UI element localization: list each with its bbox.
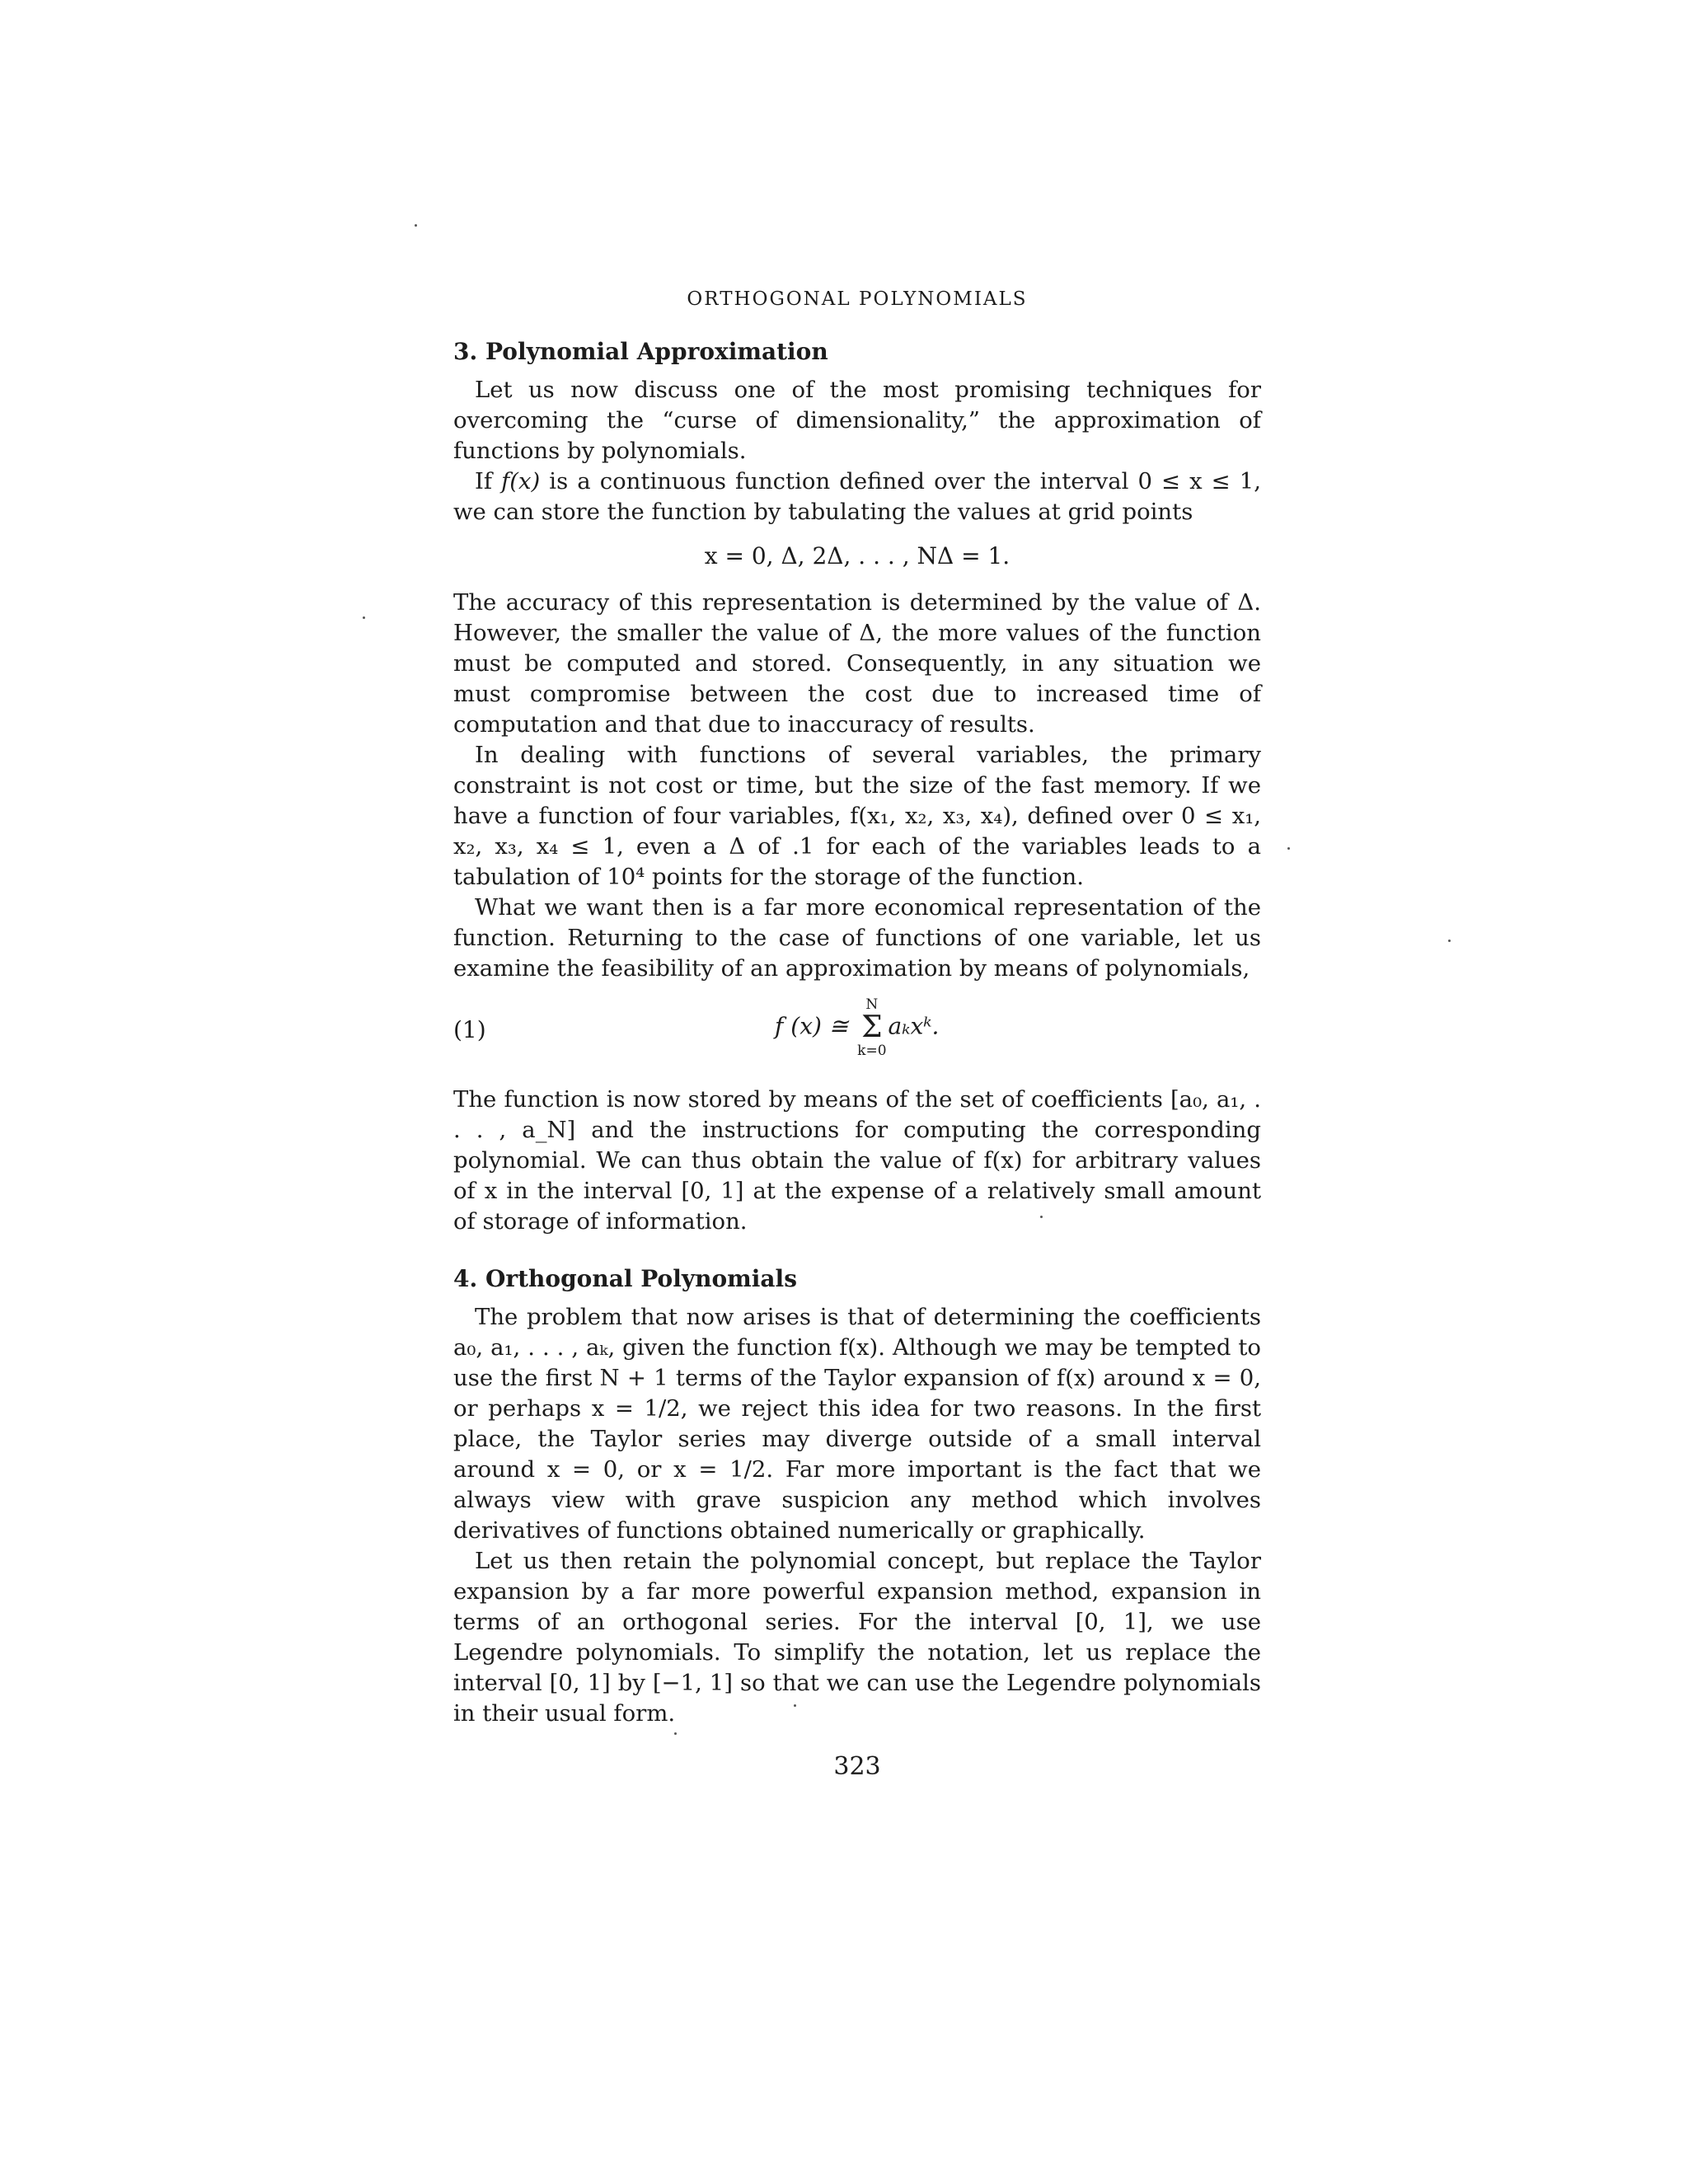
section-4-heading: 4. Orthogonal Polynomials — [453, 1265, 797, 1292]
equation-rhs: aₖxᵏ. — [888, 1012, 940, 1040]
scan-speck — [415, 224, 417, 227]
page-number: 323 — [833, 1752, 881, 1781]
section-3-paragraph-3: The accuracy of this representation is determined by the value of Δ. However, the smaller the value of Δ, the more values of the function must be computed and stored. Consequently, in any situation we must compromise between the cost due to increased time of computation and that due to inaccuracy of results. — [453, 589, 1261, 738]
scan-speck — [1287, 847, 1290, 850]
section-3-paragraph-4: In dealing with functions of several variables, the primary constraint is not cost or time, but the size of the fast memory. If we have a function of four variables, f(x₁, x₂, x₃, x₄), defined over 0 ≤ x₁, x₂, x₃, x₄ ≤ 1, even a Δ of .1 for each of the variables leads to a tabulation of 10⁴ points for the storage of the function. — [453, 742, 1261, 890]
summation-operator — [857, 997, 886, 1058]
equation-number: (1) — [453, 1016, 486, 1043]
paragraph-2-rest: is a continuous function defined over the interval 0 ≤ x ≤ 1, we can store the function by tabulating the values at grid points — [453, 468, 1261, 525]
section-4-paragraph-1: The problem that now arises is that of determining the coefficients a₀, a₁, . . . , aₖ, given the function f(x). Although we may be tempted to use the first N + 1 terms of the Taylor expansion of f(x) around x = 0, or perhaps x = 1/2, we reject this idea for two reasons. In the first place, the Taylor series may diverge outside of a small interval around x = 0, or x = 1/2. Far more important is the fact that we always view with grave suspicion any method which involves derivatives of functions obtained numerically or graphically. — [453, 1304, 1261, 1544]
equation-lhs: f (x) ≅ — [775, 1012, 856, 1040]
section-3-paragraph-6: The function is now stored by means of the set of coefficients [a₀, a₁, . . . , a_N] and the instructions for computing the corresponding polynomial. We can thus obtain the value of f(x) for arbitrary values of x in the interval [0, 1] at the expense of a relatively small amount of storage of information. — [453, 1086, 1261, 1235]
equation-1 — [453, 989, 1261, 1076]
running-head: ORTHOGONAL POLYNOMIALS — [687, 288, 1028, 310]
scan-speck — [1448, 940, 1451, 942]
section-3-heading: 3. Polynomial Approximation — [453, 338, 828, 365]
scan-speck — [363, 616, 365, 619]
section-3-paragraph-1: Let us now discuss one of the most promising techniques for overcoming the “curse of dimensionality,” the approximation of functions by polynomials. — [453, 377, 1261, 464]
section-3-paragraph-2 — [453, 466, 1261, 527]
function-fx: f(x) — [501, 468, 541, 494]
display-grid-points: x = 0, Δ, 2Δ, . . . , NΔ = 1. — [704, 542, 1010, 569]
equation-body — [775, 997, 939, 1058]
scan-speck — [794, 1704, 796, 1707]
book-page — [453, 288, 1261, 1781]
sum-lower-limit: k=0 — [857, 1043, 887, 1059]
sum-upper-limit: N — [865, 996, 879, 1013]
sigma-symbol: Σ — [861, 1010, 883, 1044]
scan-speck — [1040, 1216, 1043, 1218]
section-3-paragraph-5: What we want then is a far more economical representation of the function. Returning to the case of functions of one variable, let us examine the feasibility of an approximation by means of polynomials, — [453, 894, 1261, 982]
section-4-paragraph-2: Let us then retain the polynomial concept, but replace the Taylor expansion by a far more powerful expansion method, expansion in terms of an orthogonal series. For the interval [0, 1], we use Legendre polynomials. To simplify the notation, let us replace the interval [0, 1] by [−1, 1] so that we can use the Legendre polynomials in their usual form. — [453, 1548, 1261, 1727]
scan-speck — [674, 1732, 677, 1735]
paragraph-2-lead: If — [475, 468, 502, 494]
